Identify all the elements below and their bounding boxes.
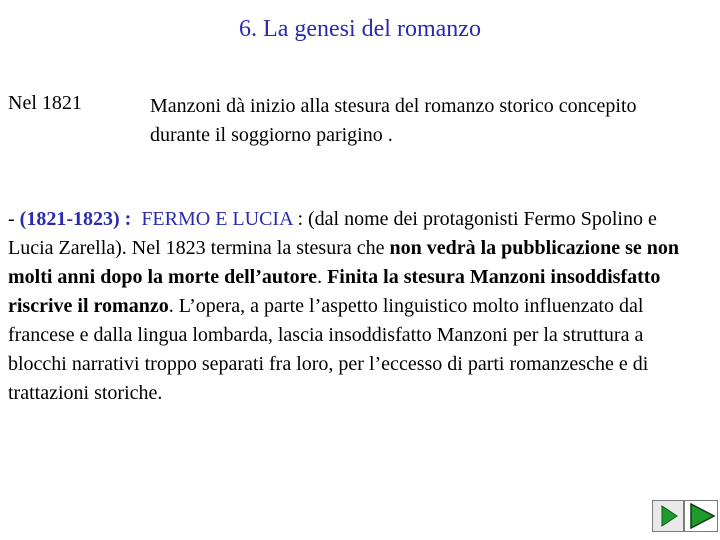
body-paragraph [8,205,688,408]
body-text-3: . L’opera, a parte l’aspetto linguistico molto influenzato dal francese e dalla lingua lombarda, lascia insoddisfatto Manzoni per la struttura a blocchi narrativi troppo separati fra loro, per l’eccesso di parti romanzesche e di trattazioni storiche. [8,295,649,404]
body-bold-1: non vedrà la pubblicazione se non molti anni dopo la morte dell’autore [8,237,680,288]
year-label: Nel 1821 [8,92,82,114]
work-title: FERMO E LUCIA [141,208,293,230]
body-text-2: . [317,266,328,288]
play-triangle-icon [653,501,683,531]
slide-title: 6. La genesi del romanzo [239,16,481,42]
body-text-1: : (dal nome dei protagonisti Fermo Spolino e Lucia Zarella). Nel 1823 termina la stesura che [8,208,657,259]
body-dash: - [8,208,20,230]
intro-text: Manzoni dà inizio alla stesura del romanzo storico concepito durante il soggiorno parigino . [150,95,637,146]
dates-range: (1821-1823) : [19,208,132,230]
next-slide-button[interactable] [652,500,684,532]
play-button[interactable] [684,500,718,532]
play-triangle-icon [685,501,717,531]
body-bold-2: Finita la stesura Manzoni insoddisfatto riscrive il romanzo [8,266,661,317]
gap [131,208,141,230]
